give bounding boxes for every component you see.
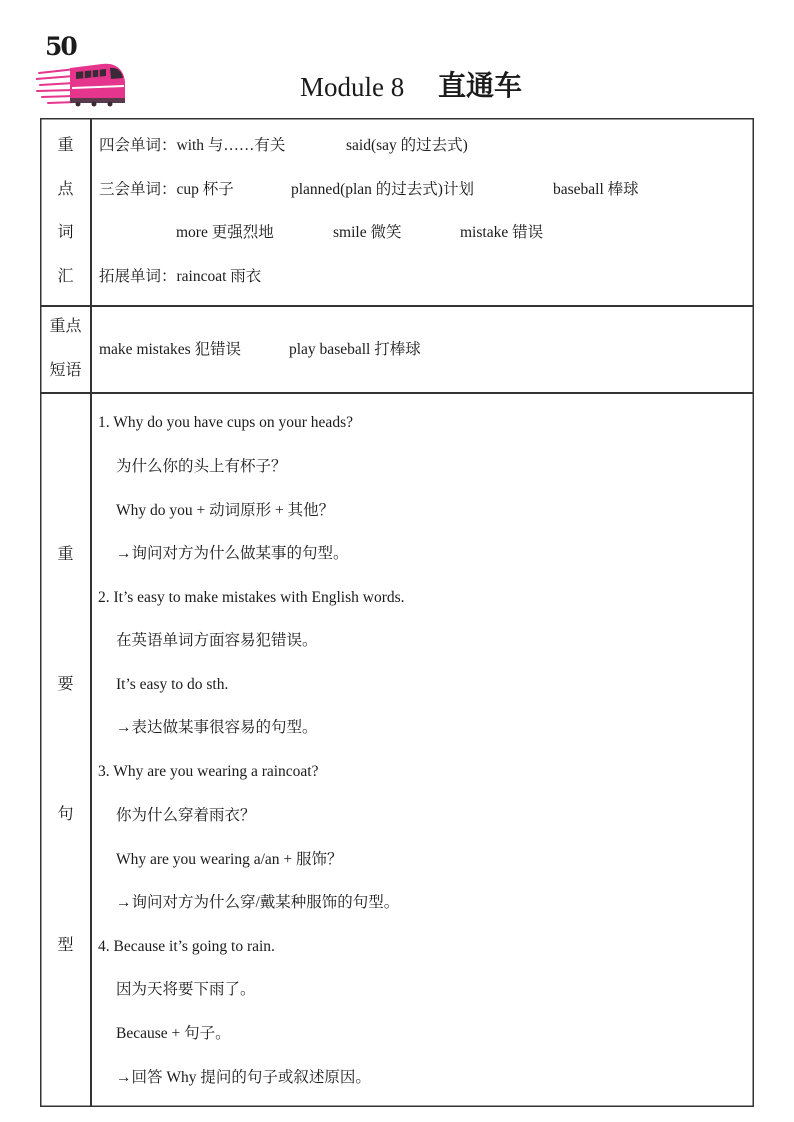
train-icon: [36, 58, 126, 108]
vocabulary-content: [91, 118, 754, 306]
sentence-english: 4. Because it’s going to rain.: [98, 938, 275, 955]
vocab-entry: baseball 棒球: [553, 181, 639, 198]
vocabulary-label-char: 点: [57, 181, 74, 198]
sentence-note: →询问对方为什么做某事的句型。: [116, 545, 349, 562]
sentence-translation: 在英语单词方面容易犯错误。: [116, 632, 318, 649]
sentences-label-char: 型: [57, 937, 74, 954]
sentence-note: →询问对方为什么穿/戴某种服饰的句型。: [116, 894, 400, 911]
summary-table: [40, 118, 754, 1107]
vocab-extended-words: 拓展单词：raincoat 雨衣: [99, 268, 262, 285]
sentences-label-char: 重: [57, 546, 74, 563]
sentence-translation: 你为什么穿着雨衣？: [116, 807, 256, 824]
sentence-pattern: Because + 句子。: [116, 1025, 231, 1042]
page-number: 50: [45, 32, 76, 61]
sentence-note: →回答 Why 提问的句子或叙述原因。: [116, 1069, 371, 1086]
vocabulary-label-char: 词: [57, 224, 74, 241]
sentence-pattern: It’s easy to do sth.: [116, 676, 229, 693]
sentence-pattern: Why do you + 动词原形 + 其他？: [116, 502, 335, 519]
sentence-english: 1. Why do you have cups on your heads?: [98, 414, 353, 431]
phrases-label: 短语: [49, 362, 82, 379]
sentences-label-char: 句: [57, 806, 74, 823]
phrases-row: [40, 306, 754, 393]
sentence-translation: 因为天将要下雨了。: [116, 981, 256, 998]
sentence-pattern: Why are you wearing a/an + 服饰？: [116, 851, 343, 868]
sentence-translation: 为什么你的头上有杯子？: [116, 458, 287, 475]
sentences-content: [91, 393, 754, 1107]
vocabulary-label-char: 重: [57, 137, 74, 154]
phrase-entry: make mistakes 犯错误: [99, 341, 242, 358]
sentence-english: 2. It’s easy to make mistakes with English words.: [98, 589, 405, 606]
phrases-label: 重点: [49, 318, 82, 335]
vocab-three-skill-words: 三会单词：cup 杯子: [99, 181, 234, 198]
sentence-note: →表达做某事很容易的句型。: [116, 719, 318, 736]
phrases-content: [91, 306, 754, 393]
vocab-entry: more 更强烈地: [176, 224, 274, 241]
vocabulary-label-char: 汇: [57, 268, 74, 285]
vocab-four-skill-words: 四会单词：with 与……有关: [99, 137, 286, 154]
phrase-entry: play baseball 打棒球: [289, 341, 421, 358]
vocab-entry: smile 微笑: [333, 224, 402, 241]
page-title-chinese: 直通车: [438, 71, 523, 102]
sentences-row: [40, 393, 754, 1107]
sentences-label-char: 要: [57, 676, 74, 693]
sentence-english: 3. Why are you wearing a raincoat?: [98, 763, 319, 780]
vocab-entry: planned(plan 的过去式)计划: [291, 181, 474, 198]
vocab-entry: said(say 的过去式): [346, 137, 468, 154]
page-title-module: Module 8: [300, 72, 405, 102]
vocab-entry: mistake 错误: [460, 224, 544, 241]
vocabulary-row: [40, 118, 754, 306]
